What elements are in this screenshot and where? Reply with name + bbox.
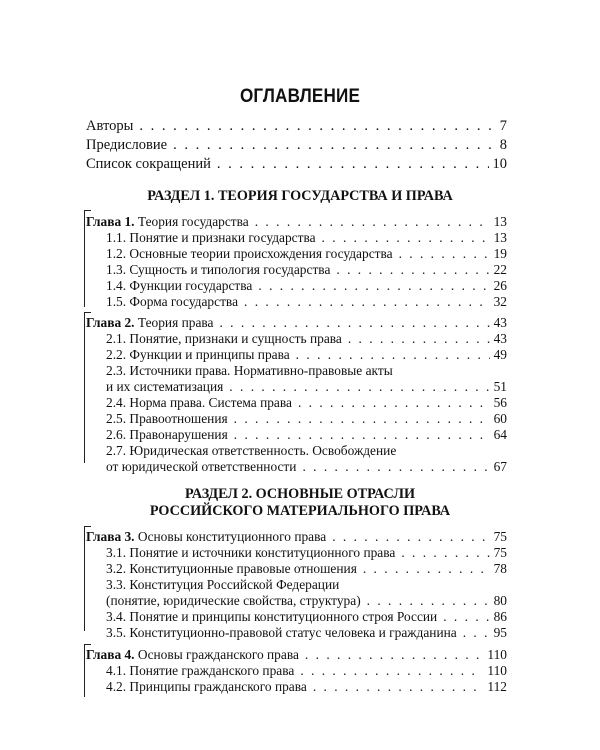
- dot-leader: [336, 262, 489, 278]
- toc-page-number: 43: [493, 315, 507, 330]
- toc-entry-line1: 2.7. Юридическая ответственность. Освобождение: [106, 443, 397, 458]
- toc-entry-label: 3.1. Понятие и источники конституционного права: [106, 545, 396, 560]
- toc-entry-label: Предисловие: [86, 137, 168, 153]
- toc-entry-label: [86, 529, 326, 545]
- dot-leader: [229, 379, 489, 395]
- dot-leader: [313, 679, 484, 695]
- toc-entry[interactable]: [106, 427, 507, 443]
- dot-leader: [367, 593, 490, 609]
- dot-leader: [234, 427, 490, 443]
- dot-leader: [139, 118, 495, 134]
- toc-entry[interactable]: [106, 294, 507, 310]
- toc-chapter-3[interactable]: [86, 529, 507, 545]
- toc-page-number: 7: [499, 118, 507, 134]
- dot-leader: [300, 663, 483, 679]
- dot-leader: [322, 230, 490, 246]
- section-heading: РАЗДЕЛ 1. ТЕОРИЯ ГОСУДАРСТВА И ПРАВА: [147, 188, 453, 204]
- dot-leader: [348, 331, 490, 347]
- toc-entry-authors[interactable]: [86, 118, 507, 134]
- toc-page-number: 110: [487, 647, 507, 662]
- toc-page-number: 26: [493, 278, 507, 293]
- dot-leader: [302, 459, 489, 475]
- chapter-prefix: Глава 4.: [86, 647, 135, 662]
- toc-entry-label: 2.2. Функции и принципы права: [106, 347, 290, 362]
- toc-entry[interactable]: [106, 395, 507, 411]
- toc-page-number: 67: [493, 459, 507, 474]
- toc-page-number: 95: [493, 625, 507, 640]
- toc-entry[interactable]: [106, 230, 507, 246]
- toc-entry-label: [86, 647, 299, 663]
- toc-entry-preface[interactable]: [86, 137, 507, 153]
- chapter-title: Теория государства: [137, 214, 249, 229]
- toc-entry-label: 1.1. Понятие и признаки государства: [106, 230, 316, 245]
- toc-page-number: 64: [493, 427, 507, 442]
- toc-entry-label: [86, 315, 213, 331]
- toc-entry-abbreviations[interactable]: [86, 156, 507, 172]
- toc-entry-label: 1.2. Основные теории происхождения государства: [106, 246, 393, 261]
- toc-entry[interactable]: [106, 262, 507, 278]
- toc-entry-label: 1.4. Функции государства: [106, 278, 253, 293]
- toc-entry[interactable]: [106, 593, 507, 609]
- toc-page-number: 13: [493, 230, 507, 245]
- toc-entry-label: Список сокращений: [86, 156, 211, 172]
- section-heading-line2: РОССИЙСКОГО МАТЕРИАЛЬНОГО ПРАВА: [149, 503, 451, 519]
- toc-entry-label: от юридической ответственности: [106, 459, 297, 474]
- toc-entry-label: Авторы: [86, 118, 134, 134]
- chapter-bracket: [84, 312, 91, 463]
- toc-entry[interactable]: [106, 411, 507, 427]
- toc-entry-label: 4.1. Понятие гражданского права: [106, 663, 295, 678]
- toc-page-number: 49: [493, 347, 507, 362]
- toc-page-number: 75: [493, 545, 507, 560]
- toc-page-number: 60: [493, 411, 507, 426]
- toc-chapter-4[interactable]: [86, 647, 507, 663]
- toc-entry[interactable]: [106, 278, 507, 294]
- toc-entry-label: 2.4. Норма права. Система права: [106, 395, 292, 410]
- toc-page-number: 80: [493, 593, 507, 608]
- toc-entry[interactable]: [106, 545, 507, 561]
- toc-entry[interactable]: [106, 459, 507, 475]
- toc-chapter-1[interactable]: [86, 214, 507, 230]
- toc-page-number: 51: [493, 379, 507, 394]
- toc-page-number: 43: [493, 331, 507, 346]
- toc-page-number: 110: [487, 663, 507, 678]
- toc-entry[interactable]: [106, 625, 507, 641]
- dot-leader: [305, 647, 483, 663]
- page-title: ОГЛАВЛЕНИЕ: [239, 86, 361, 107]
- toc-entry-line1: 2.3. Источники права. Нормативно-правовые акты: [106, 363, 393, 378]
- section-heading-line1: РАЗДЕЛ 2. ОСНОВНЫЕ ОТРАСЛИ: [184, 486, 416, 502]
- toc-entry[interactable]: [106, 246, 507, 262]
- chapter-prefix: Глава 2.: [86, 315, 135, 330]
- chapter-title: Основы гражданского права: [137, 647, 299, 662]
- toc-page-number: 19: [493, 246, 507, 261]
- dot-leader: [363, 561, 490, 577]
- toc-entry[interactable]: [106, 609, 507, 625]
- toc-entry-label: (понятие, юридические свойства, структура): [106, 593, 361, 608]
- toc-entry-label: 3.4. Понятие и принципы конституционного строя России: [106, 609, 438, 624]
- toc-page-number: 112: [487, 679, 507, 694]
- dot-leader: [173, 137, 496, 153]
- toc-entry[interactable]: [106, 347, 507, 363]
- toc-page-number: 10: [492, 156, 507, 172]
- toc-entry-label: 3.5. Конституционно-правовой статус человека и гражданина: [106, 625, 457, 640]
- toc-page-number: 56: [493, 395, 507, 410]
- toc-entry[interactable]: [106, 379, 507, 395]
- toc-page-number: 32: [493, 294, 507, 309]
- dot-leader: [258, 278, 489, 294]
- toc-page-number: 78: [493, 561, 507, 576]
- dot-leader: [244, 294, 490, 310]
- toc-entry[interactable]: [106, 679, 507, 695]
- toc-entry-label: 1.3. Сущность и типология государства: [106, 262, 331, 277]
- dot-leader: [401, 545, 489, 561]
- dot-leader: [443, 609, 489, 625]
- dot-leader: [217, 156, 489, 172]
- toc-entry-label: и их систематизация: [106, 379, 224, 394]
- chapter-prefix: Глава 3.: [86, 529, 135, 544]
- toc-chapter-2[interactable]: [86, 315, 507, 331]
- chapter-title: Основы конституционного права: [137, 529, 327, 544]
- toc-entry-label: 1.5. Форма государства: [106, 294, 239, 309]
- toc-page-number: 86: [493, 609, 507, 624]
- toc-entry-label: 4.2. Принципы гражданского права: [106, 679, 307, 694]
- toc-entry[interactable]: [106, 561, 507, 577]
- toc-page-number: 13: [493, 214, 507, 229]
- chapter-title: Теория права: [137, 315, 214, 330]
- dot-leader: [399, 246, 490, 262]
- toc-page-number: 22: [493, 262, 507, 277]
- toc-entry-label: 2.1. Понятие, признаки и сущность права: [106, 331, 342, 346]
- toc-entry-line1: 3.3. Конституция Российской Федерации: [106, 577, 340, 592]
- toc-page-number: 75: [493, 529, 507, 544]
- dot-leader: [463, 625, 490, 641]
- toc-entry[interactable]: [106, 331, 507, 347]
- toc-entry-label: 3.2. Конституционные правовые отношения: [106, 561, 357, 576]
- dot-leader: [234, 411, 490, 427]
- dot-leader: [219, 315, 489, 331]
- dot-leader: [255, 214, 490, 230]
- dot-leader: [296, 347, 490, 363]
- toc-entry-label: 2.6. Правонарушения: [106, 427, 228, 442]
- chapter-prefix: Глава 1.: [86, 214, 135, 229]
- dot-leader: [332, 529, 489, 545]
- toc-page-number: 8: [499, 137, 507, 153]
- dot-leader: [298, 395, 490, 411]
- toc-entry-label: [86, 214, 249, 230]
- toc-entry-label: 2.5. Правоотношения: [106, 411, 228, 426]
- toc-entry[interactable]: [106, 663, 507, 679]
